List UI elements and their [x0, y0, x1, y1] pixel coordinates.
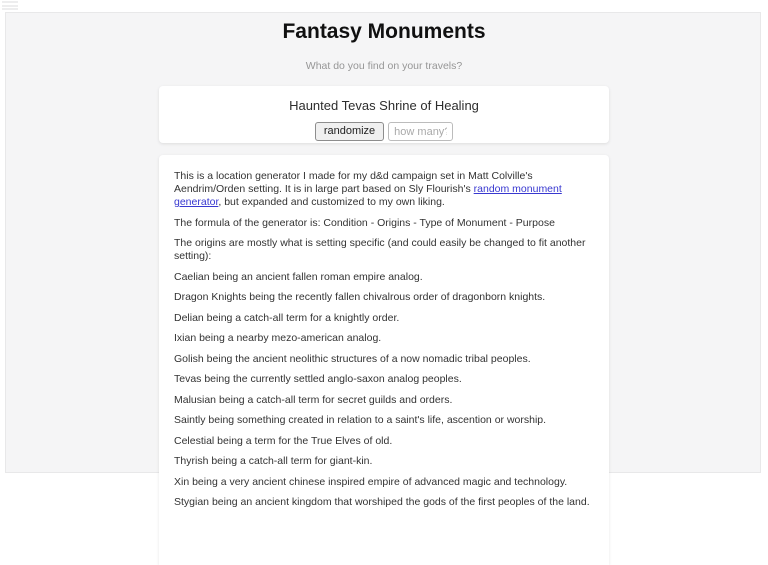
how-many-input[interactable]: [388, 122, 453, 141]
page-subtitle: What do you find on your travels?: [305, 60, 463, 72]
intro-text-post: , but expanded and customized to my own liking.: [218, 196, 445, 208]
origin-item: Caelian being an ancient fallen roman empire analog.: [174, 270, 423, 283]
origin-item: Xin being a very ancient chinese inspired empire of advanced magic and technology.: [174, 475, 568, 488]
origin-item: Saintly being something created in relation to a saint's life, ascention or worship.: [174, 414, 547, 426]
origin-item: Ixian being a nearby mezo-american analog.: [174, 332, 382, 344]
origin-item: Thyrish being a catch-all term for giant-kin.: [174, 455, 373, 467]
origin-item: Celestial being a term for the True Elves of old.: [174, 434, 393, 447]
intro-text-pre: This is a location generator I made for my d&d campaign set in Matt Colville's Aendrim/Orden setting. It is in large part based on Sly Flourish's: [174, 170, 533, 195]
origin-item: Delian being a catch-all term for a knightly order.: [174, 311, 400, 324]
origin-item: Golish being the ancient neolithic structures of a now nomadic tribal peoples.: [174, 352, 531, 365]
generator-controls: [174, 122, 594, 141]
intro-paragraph: [174, 170, 594, 209]
formula-paragraph: The formula of the generator is: Condition - Origins - Type of Monument - Purpose: [174, 216, 555, 229]
page-title: Fantasy Monuments: [282, 20, 486, 43]
origin-item-clipped: Stygian being an ancient kingdom that worshiped the gods of the first peoples of the land.: [174, 496, 590, 508]
origin-item: Dragon Knights being the recently fallen chivalrous order of dragonborn knights.: [174, 291, 546, 303]
origin-item: Tevas being the currently settled anglo-saxon analog peoples.: [174, 373, 462, 385]
page-content: [0, 12, 768, 565]
random-monument-generator-link[interactable]: random monument generator: [174, 183, 562, 208]
result-card: [159, 86, 609, 143]
origin-item: Malusian being a catch-all term for secret guilds and orders.: [174, 393, 453, 406]
randomize-button[interactable]: randomize: [315, 122, 384, 141]
origins-intro-paragraph: The origins are mostly what is setting specific (and could easily be changed to fit another setting):: [174, 237, 586, 262]
generated-monument-title: Haunted Tevas Shrine of Healing: [289, 98, 479, 113]
corner-artifact: [2, 1, 18, 10]
description-card: [159, 155, 609, 565]
